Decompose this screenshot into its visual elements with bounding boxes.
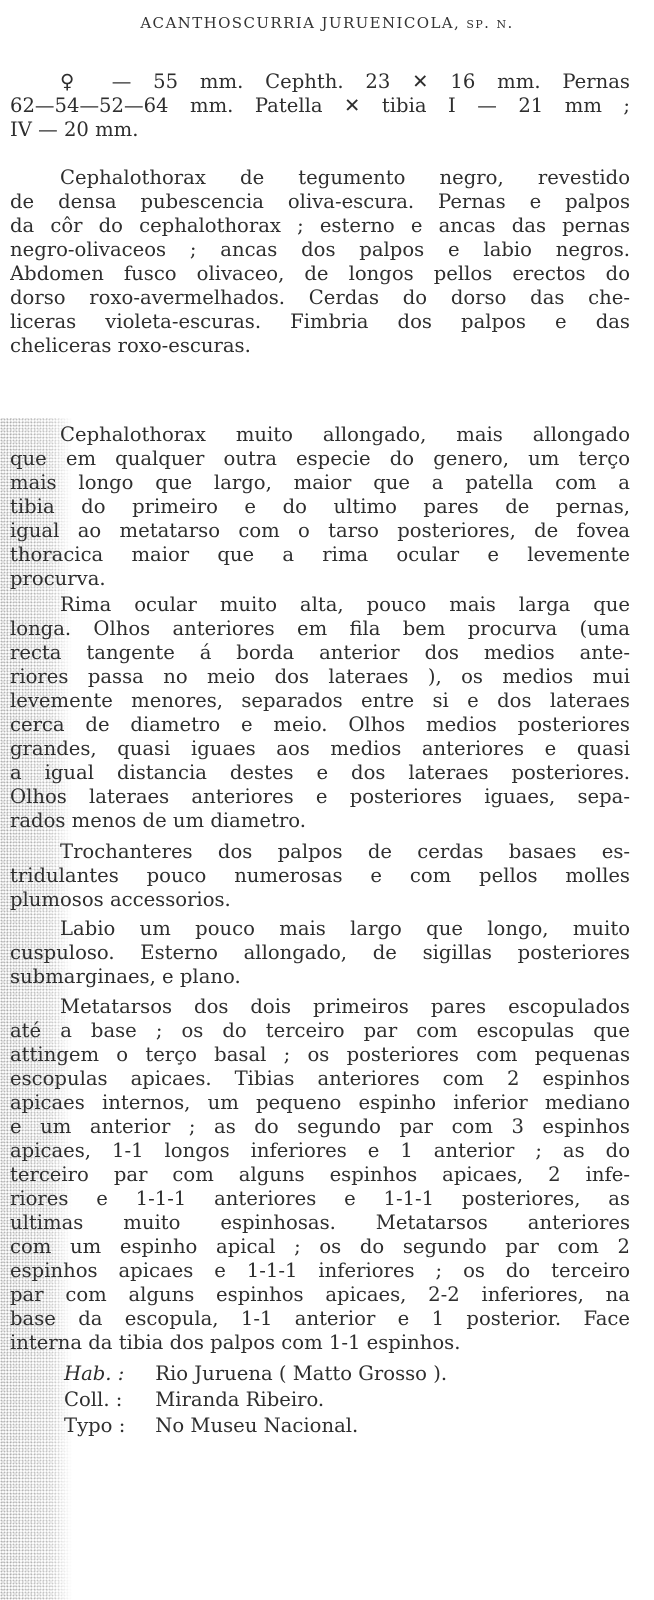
text-line: igual ao metatarso com o tarso posteriores, de fovea bbox=[10, 519, 630, 542]
text-line: até a base ; os do terceiro par com escopulas que bbox=[10, 1019, 630, 1042]
text-line: cuspuloso. Esterno allongado, de sigillas posteriores bbox=[10, 941, 630, 964]
text-line: mais longo que largo, maior que a patella com a bbox=[10, 471, 630, 494]
text-line: apicaes internos, um pequeno espinho inferior mediano bbox=[10, 1091, 630, 1114]
text-line: ultimas muito espinhosas. Metatarsos anteriores bbox=[10, 1211, 630, 1234]
collector-label: Coll. : bbox=[64, 1388, 123, 1411]
type-line bbox=[64, 1414, 358, 1438]
text-line: grandes, quasi iguaes aos medios anteriores e quasi bbox=[10, 737, 630, 760]
text-line: tibia do primeiro e do ultimo pares de pernas, bbox=[10, 495, 630, 518]
type-label: Typo : bbox=[64, 1414, 126, 1437]
habitat-line bbox=[64, 1362, 447, 1386]
text-line: Abdomen fusco olivaceo, de longos pellos erectos do bbox=[10, 262, 630, 285]
text-line: negro-olivaceos ; ancas dos palpos e labio negros. bbox=[10, 238, 630, 261]
text-line: da côr do cephalothorax ; esterno e ancas das pernas bbox=[10, 214, 630, 237]
text-line: Cephalothorax muito allongado, mais allongado bbox=[60, 423, 630, 446]
text-line: apicaes, 1-1 longos inferiores e 1 anterior ; as do bbox=[10, 1139, 630, 1162]
text-line: escopulas apicaes. Tibias anteriores com 2 espinhos bbox=[10, 1067, 630, 1090]
species-title: ACANTHOSCURRIA JURUENICOLA, sp. n. bbox=[140, 14, 514, 32]
text-line: de densa pubescencia oliva-escura. Pernas e palpos bbox=[10, 190, 630, 213]
collector-line bbox=[64, 1388, 324, 1412]
text-line: interna da tibia dos palpos com 1-1 espinhos. bbox=[10, 1331, 461, 1354]
text-line: par com alguns espinhos apicaes, 2-2 inferiores, na bbox=[10, 1283, 630, 1306]
text-line: que em qualquer outra especie do genero, um terço bbox=[10, 447, 630, 470]
text-line: Labio um pouco mais largo que longo, muito bbox=[60, 917, 630, 940]
text-line: ♀ — 55 mm. Cephth. 23 ✕ 16 mm. Pernas bbox=[60, 70, 630, 93]
text-line: tridulantes pouco numerosas e com pellos molles bbox=[10, 864, 630, 887]
text-line: thoracica maior que a rima ocular e levemente bbox=[10, 543, 630, 566]
text-line: 62—54—52—64 mm. Patella ✕ tibia I — 21 mm ; bbox=[10, 94, 630, 117]
text-line: IV — 20 mm. bbox=[10, 118, 139, 141]
text-line: procurva. bbox=[10, 567, 106, 590]
text-line: dorso roxo-avermelhados. Cerdas do dorso das che- bbox=[10, 286, 630, 309]
text-line: Metatarsos dos dois primeiros pares escopulados bbox=[60, 995, 630, 1018]
text-line: Cephalothorax de tegumento negro, revestido bbox=[60, 166, 630, 189]
text-line: terceiro par com alguns espinhos apicaes, 2 infe- bbox=[10, 1163, 630, 1186]
text-line: longa. Olhos anteriores em fila bem procurva (uma bbox=[10, 617, 630, 640]
text-line: rados menos de um diametro. bbox=[10, 809, 306, 832]
text-line: riores e 1-1-1 anteriores e 1-1-1 posteriores, as bbox=[10, 1187, 630, 1210]
collector-value: Miranda Ribeiro. bbox=[155, 1388, 325, 1411]
text-line: recta tangente á borda anterior dos medios ante- bbox=[10, 641, 630, 664]
type-value: No Museu Nacional. bbox=[155, 1414, 359, 1437]
text-line: e um anterior ; as do segundo par com 3 espinhos bbox=[10, 1115, 630, 1138]
text-line: levemente menores, separados entre si e dos lateraes bbox=[10, 689, 630, 712]
text-line: cerca de diametro e meio. Olhos medios posteriores bbox=[10, 713, 630, 736]
habitat-label: Hab. : bbox=[64, 1362, 125, 1385]
text-line: attingem o terço basal ; os posteriores com pequenas bbox=[10, 1043, 630, 1066]
text-line: cheliceras roxo-escuras. bbox=[10, 334, 251, 357]
text-line: a igual distancia destes e dos lateraes posteriores. bbox=[10, 761, 630, 784]
text-line: plumosos accessorios. bbox=[10, 888, 231, 911]
habitat-value: Rio Juruena ( Matto Grosso ). bbox=[155, 1362, 448, 1385]
text-line: Trochanteres dos palpos de cerdas basaes es- bbox=[60, 840, 630, 863]
text-line: Rima ocular muito alta, pouco mais larga que bbox=[60, 593, 630, 616]
text-line: com um espinho apical ; os do segundo par com 2 bbox=[10, 1235, 630, 1258]
text-line: submarginaes, e plano. bbox=[10, 965, 241, 988]
text-line: liceras violeta-escuras. Fimbria dos palpos e das bbox=[10, 310, 630, 333]
text-line: espinhos apicaes e 1-1-1 inferiores ; os do terceiro bbox=[10, 1259, 630, 1282]
text-line: Olhos lateraes anteriores e posteriores iguaes, sepa- bbox=[10, 785, 630, 808]
text-line: base da escopula, 1-1 anterior e 1 posterior. Face bbox=[10, 1307, 630, 1330]
text-line: riores passa no meio dos lateraes ), os medios mui bbox=[10, 665, 630, 688]
